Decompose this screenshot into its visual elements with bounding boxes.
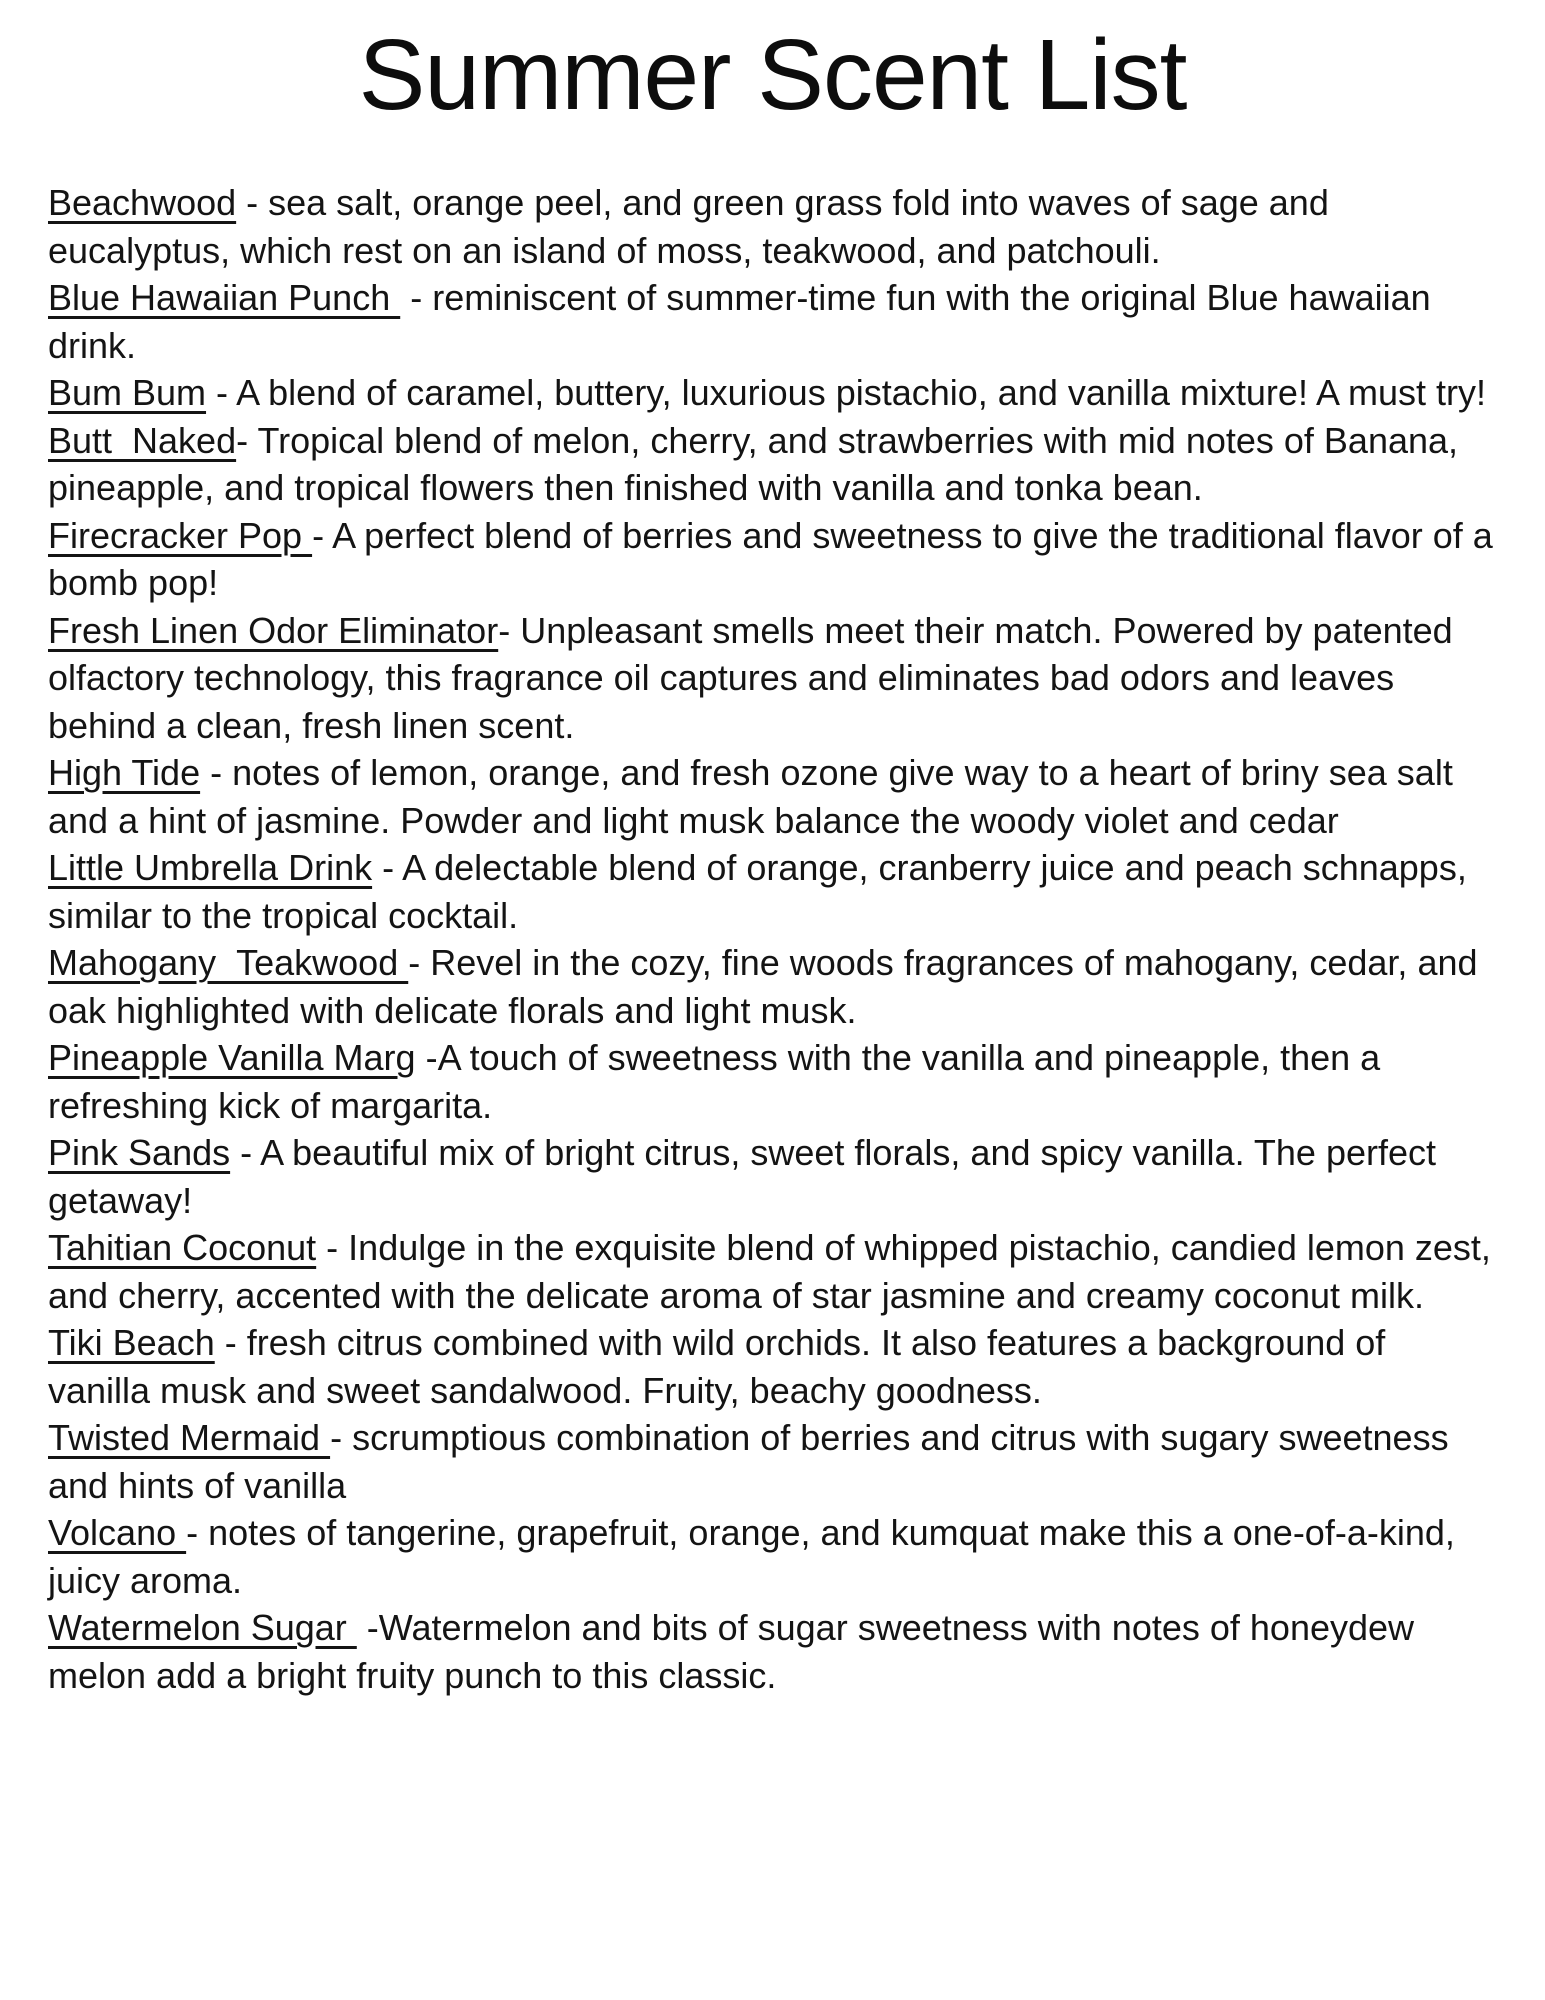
scent-name: Little Umbrella Drink [48, 847, 373, 888]
scent-description: A touch of sweetness with the vanilla and pineapple, then a refreshing kick of margarita. [48, 1037, 1391, 1126]
scent-entry: Beachwood - sea salt, orange peel, and green grass fold into waves of sage and eucalyptus, which rest on an island of moss, teakwood, and patchouli. [48, 182, 1339, 271]
scent-entry: Firecracker Pop - A perfect blend of berries and sweetness to give the traditional flavor of a bomb pop! [48, 514, 1503, 603]
scent-description: Watermelon and bits of sugar sweetness with notes of honeydew melon add a bright fruity punch to this classic. [48, 1607, 1425, 1696]
scent-description: A blend of caramel, buttery, luxurious pistachio, and vanilla mixture! A must try! [236, 372, 1486, 413]
scent-entry: Little Umbrella Drink - A delectable blend of orange, cranberry juice and peach schnapps, similar to the tropical cocktail. [48, 847, 1477, 936]
scent-list [48, 179, 1503, 1699]
scent-description: Unpleasant smells meet their match. Powered by patented olfactory technology, this fragrance oil captures and eliminates bad odors and leaves behind a clean, fresh linen scent. [48, 609, 1463, 746]
scent-name: Blue Hawaiian Punch [48, 277, 401, 318]
scent-entry: Mahogany Teakwood - Revel in the cozy, fine woods fragrances of mahogany, cedar, and oak highlighted with delicate florals and light musk. [48, 942, 1488, 1031]
scent-name: Twisted Mermaid [48, 1417, 331, 1458]
scent-name: Tahitian Coconut [48, 1227, 317, 1268]
scent-name: Watermelon Sugar [48, 1607, 357, 1648]
scent-name: Bum Bum [48, 372, 207, 413]
scent-description: fresh citrus combined with wild orchids. It also features a background of vanilla musk and sweet sandalwood. Fruity, beachy goodness. [48, 1322, 1396, 1411]
scent-name: Mahogany Teakwood [48, 942, 409, 983]
scent-entry: Butt Naked- Tropical blend of melon, cherry, and strawberries with mid notes of Banana, pineapple, and tropical flowers then finished with vanilla and tonka bean. [48, 419, 1469, 508]
scent-name: Pineapple Vanilla Marg [48, 1037, 416, 1078]
scent-description: A delectable blend of orange, cranberry juice and peach schnapps, similar to the tropical cocktail. [48, 847, 1477, 936]
scent-entry: Watermelon Sugar -Watermelon and bits of sugar sweetness with notes of honeydew melon add a bright fruity punch to this classic. [48, 1607, 1425, 1696]
scent-entry: Tahitian Coconut - Indulge in the exquisite blend of whipped pistachio, candied lemon zest, and cherry, accented with the delicate aroma of star jasmine and creamy coconut milk. [48, 1227, 1501, 1316]
scent-entry: Blue Hawaiian Punch - reminiscent of summer-time fun with the original Blue hawaiian drink. [48, 277, 1441, 366]
scent-entry: Fresh Linen Odor Eliminator- Unpleasant smells meet their match. Powered by patented olfactory technology, this fragrance oil captures and eliminates bad odors and leaves behind a clean, fresh linen scent. [48, 609, 1463, 746]
scent-description: Tropical blend of melon, cherry, and strawberries with mid notes of Banana, pineapple, and tropical flowers then finished with vanilla and tonka bean. [48, 419, 1469, 508]
scent-description: Revel in the cozy, fine woods fragrances of mahogany, cedar, and oak highlighted with delicate florals and light musk. [48, 942, 1488, 1031]
scent-name: Tiki Beach [48, 1322, 215, 1363]
scent-description: sea salt, orange peel, and green grass fold into waves of sage and eucalyptus, which rest on an island of moss, teakwood, and patchouli. [48, 182, 1339, 271]
scent-description: notes of tangerine, grapefruit, orange, and kumquat make this a one-of-a-kind, juicy aroma. [48, 1512, 1465, 1601]
scent-name: Fresh Linen Odor Eliminator [48, 609, 499, 651]
scent-name: Butt Naked [48, 419, 237, 461]
scent-name: Beachwood [48, 182, 237, 223]
scent-entry: High Tide - notes of lemon, orange, and fresh ozone give way to a heart of briny sea salt and a hint of jasmine. Powder and light musk balance the woody violet and cedar [48, 752, 1463, 841]
scent-entry: Bum Bum - A blend of caramel, buttery, luxurious pistachio, and vanilla mixture! A must try! [48, 372, 1486, 413]
scent-description: Indulge in the exquisite blend of whipped pistachio, candied lemon zest, and cherry, accented with the delicate aroma of star jasmine and creamy coconut milk. [48, 1227, 1501, 1316]
page-title: Summer Scent List [358, 19, 1187, 131]
scent-description: A beautiful mix of bright citrus, sweet florals, and spicy vanilla. The perfect getaway! [48, 1132, 1447, 1221]
scent-entry: Volcano - notes of tangerine, grapefruit, orange, and kumquat make this a one-of-a-kind, juicy aroma. [48, 1512, 1465, 1601]
scent-name: Pink Sands [48, 1132, 231, 1173]
scent-description: reminiscent of summer-time fun with the original Blue hawaiian drink. [48, 277, 1441, 366]
scent-entry: Twisted Mermaid - scrumptious combination of berries and citrus with sugary sweetness and hints of vanilla [48, 1417, 1459, 1506]
scent-name: Volcano [48, 1512, 187, 1553]
scent-description: notes of lemon, orange, and fresh ozone give way to a heart of briny sea salt and a hint of jasmine. Powder and light musk balance the woody violet and cedar [48, 752, 1463, 841]
scent-name: High Tide [48, 752, 201, 793]
scent-entry: Tiki Beach - fresh citrus combined with wild orchids. It also features a background of vanilla musk and sweet sandalwood. Fruity, beachy goodness. [48, 1322, 1396, 1411]
scent-name: Firecracker Pop [48, 514, 313, 556]
scent-description: scrumptious combination of berries and citrus with sugary sweetness and hints of vanilla [48, 1417, 1459, 1506]
scent-entry: Pink Sands - A beautiful mix of bright citrus, sweet florals, and spicy vanilla. The perfect getaway! [48, 1132, 1447, 1221]
scent-description: A perfect blend of berries and sweetness to give the traditional flavor of a bomb pop! [48, 514, 1503, 603]
scent-entry: Pineapple Vanilla Marg -A touch of sweetness with the vanilla and pineapple, then a refreshing kick of margarita. [48, 1037, 1391, 1126]
